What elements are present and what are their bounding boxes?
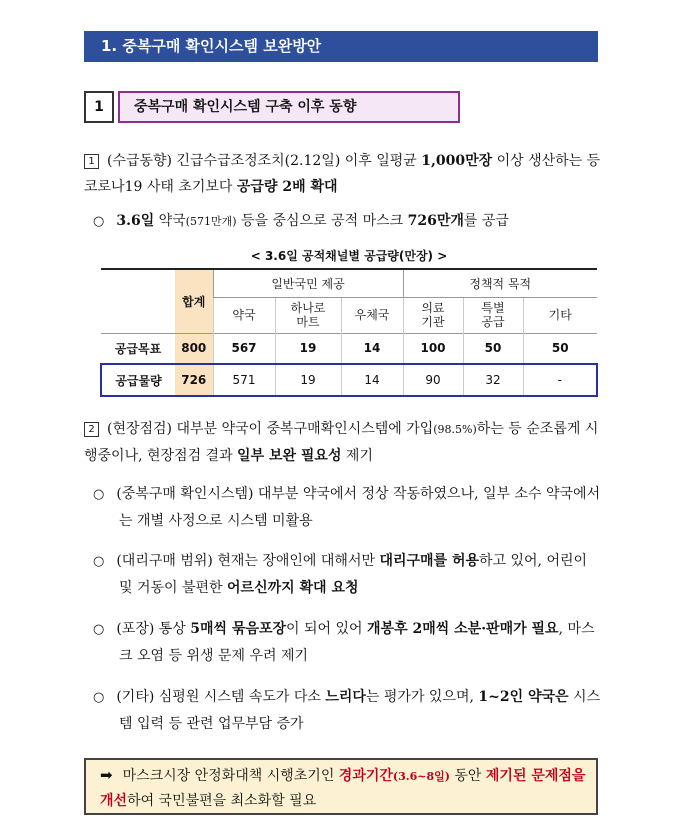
item-field-check (84, 416, 604, 469)
item-bold: 1,000만장 (421, 153, 493, 169)
bullet-text: 통상 (154, 621, 191, 637)
bullet-text: 대부분 약국에서 정상 작동하였으나, 일부 소수 약국에서는 개별 사정으로 시스템 미활용 (119, 486, 601, 529)
item-label: (수급동향) (107, 153, 173, 169)
conclusion-highlight: 경과기간 (338, 768, 393, 784)
bullet-label: (포장) (116, 621, 155, 637)
item-bold: 726만개 (407, 213, 464, 229)
item-bold: 공급량 2배 확대 (236, 179, 338, 195)
item-text: 대부분 약국이 중복구매확인시스템에 가입 (172, 421, 434, 437)
item-small: (571만개) (185, 215, 237, 228)
bullet-bold: 대리구매를 허용 (379, 553, 479, 569)
bullet-system (93, 481, 603, 534)
item-text: 하는 등 순조롭게 시행중이나, 현장점검 결과 (84, 421, 599, 464)
bullet-bold: 느리다 (325, 689, 366, 705)
bullet-bold: 개봉후 2매씩 소분·판매가 필요 (367, 621, 559, 637)
conclusion-text: 동안 (449, 768, 486, 784)
table-cell: 19 (275, 364, 341, 396)
table-caption: < 3.6일 공적채널별 공급량(만장) > (250, 249, 448, 263)
item-text: 약국 (154, 213, 186, 229)
row-label: 공급목표 (101, 333, 175, 364)
table-cell: 90 (403, 364, 463, 396)
table-corner (101, 297, 175, 333)
conclusion-text: 하여 국민불편을 최소화할 필요 (127, 793, 317, 809)
row-total: 800 (175, 333, 213, 364)
circle-bullet-icon: ○ (93, 487, 105, 502)
bullet-text: 심평원 시스템 속도가 다소 (154, 689, 326, 705)
row-label: 공급물량 (101, 364, 175, 396)
table-cell: - (523, 364, 597, 396)
item-bold: 3.6일 (116, 213, 155, 229)
table-row (101, 364, 597, 396)
column-header: 우체국 (341, 297, 403, 333)
group-header-policy: 정책적 목적 (403, 269, 597, 297)
item-supply-sub (93, 208, 603, 235)
supply-table (100, 268, 598, 397)
item-text: 제기 (341, 448, 373, 464)
column-header: 기타 (523, 297, 597, 333)
circle-bullet-icon: ○ (93, 622, 105, 637)
item-text: 긴급수급조정조치(2.12일) 이후 일평균 (172, 153, 422, 169)
item-supply-trend (84, 148, 604, 200)
table-cell: 32 (463, 364, 523, 396)
table-cell: 100 (403, 333, 463, 364)
bullet-bold: 1~2인 약국은 (478, 689, 569, 705)
circle-bullet-icon: ○ (93, 690, 105, 705)
table-cell: 14 (341, 333, 403, 364)
conclusion-highlight: (3.6~8일) (392, 770, 450, 783)
circle-bullet-icon: ○ (93, 214, 105, 229)
item-text: 를 공급 (463, 213, 509, 229)
item-text: 이상 생산하는 등 코로나19 사태 초기보다 (84, 153, 601, 195)
item-number-box: 1 (84, 154, 99, 169)
table-cell: 50 (523, 333, 597, 364)
subsection-title: 중복구매 확인시스템 구축 이후 동향 (118, 91, 460, 123)
table-cell: 567 (213, 333, 275, 364)
item-bold: 일부 보완 필요성 (237, 448, 342, 464)
conclusion-highlight: 제기된 문제점을 개선 (100, 768, 586, 809)
section-title: 1. 중복구매 확인시스템 보완방안 (84, 31, 598, 62)
bullet-bold: 5매씩 묶음포장 (190, 621, 287, 637)
table-cell: 571 (213, 364, 275, 396)
table-corner (101, 269, 175, 297)
bullet-bold: 어르신까지 확대 요청 (227, 580, 359, 596)
conclusion-text: 마스크시장 안정화대책 시행초기인 (122, 768, 339, 784)
total-header: 합계 (175, 269, 213, 333)
conclusion-box (84, 758, 598, 815)
bullet-label: (중복구매 확인시스템) (116, 486, 254, 502)
item-small: (98.5%) (433, 423, 477, 436)
bullet-text: 현재는 장애인에 대해서만 (212, 553, 380, 569)
table-cell: 14 (341, 364, 403, 396)
column-header: 의료 기관 (403, 297, 463, 333)
item-text: 등을 중심으로 공적 마스크 (236, 213, 408, 229)
table-cell: 19 (275, 333, 341, 364)
bullet-packaging (93, 616, 603, 669)
column-header: 특별 공급 (463, 297, 523, 333)
table-row (101, 333, 597, 364)
bullet-text: 는 평가가 있으며, (365, 689, 479, 705)
bullet-proxy (93, 548, 603, 601)
bullet-other (93, 684, 603, 737)
bullet-text: , 마스크 오염 등 위생 문제 우려 제기 (119, 621, 595, 664)
subsection-number: 1 (84, 91, 114, 123)
column-header: 약국 (213, 297, 275, 333)
item-label: (현장점검) (107, 421, 173, 437)
table-cell: 50 (463, 333, 523, 364)
bullet-text: 하고 있어, 어린이 및 거동이 불편한 (119, 553, 588, 596)
group-header-general: 일반국민 제공 (213, 269, 403, 297)
column-header: 하나로 마트 (275, 297, 341, 333)
circle-bullet-icon: ○ (93, 554, 105, 569)
bullet-text: 이 되어 있어 (286, 621, 368, 637)
item-number-box: 2 (84, 422, 99, 437)
bullet-label: (기타) (116, 689, 155, 705)
bullet-text: 시스템 입력 등 관련 업무부담 증가 (119, 689, 601, 732)
bullet-label: (대리구매 범위) (116, 553, 213, 569)
arrow-right-icon: ➡ (100, 766, 113, 784)
row-total: 726 (175, 364, 213, 396)
